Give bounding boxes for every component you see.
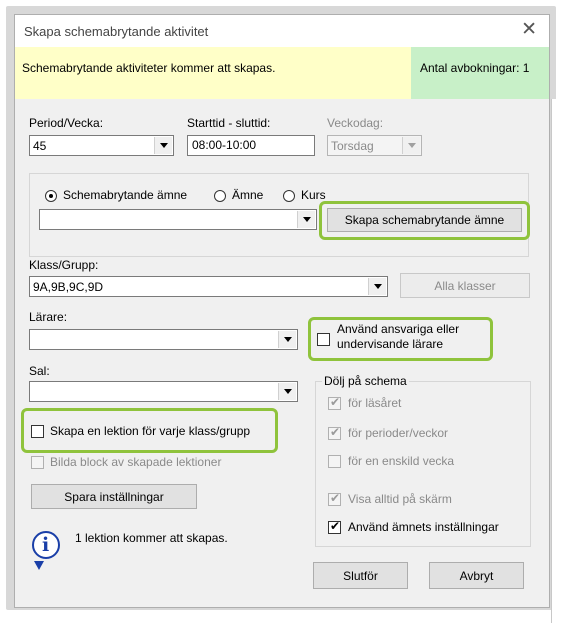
weekday-select — [327, 135, 422, 156]
checkmark-icon: ✔ — [330, 491, 341, 505]
close-icon[interactable]: ✕ — [521, 19, 537, 40]
dialog-window — [14, 14, 550, 608]
hide-periods-checkbox — [328, 427, 341, 440]
class-select[interactable] — [29, 276, 388, 297]
dialog-title: Skapa schemabrytande aktivitet — [24, 24, 209, 39]
chevron-down-icon[interactable] — [154, 137, 172, 154]
class-value: 9A,9B,9C,9D — [33, 280, 104, 294]
cancel-button[interactable]: Avbryt — [429, 562, 524, 589]
show-screen-checkbox — [328, 493, 341, 506]
checkmark-icon: ✔ — [330, 395, 341, 409]
all-classes-button: Alla klasser — [400, 273, 530, 298]
subject-settings-label[interactable]: Använd ämnets inställningar — [348, 520, 499, 534]
per-class-label[interactable]: Skapa en lektion för varje klass/grupp — [50, 424, 251, 438]
save-settings-button[interactable]: Spara inställningar — [31, 484, 197, 509]
radio-amne[interactable] — [214, 190, 226, 202]
teacher-label: Lärare: — [29, 310, 68, 324]
hide-year-checkbox — [328, 397, 341, 410]
checkmark-icon: ✔ — [330, 519, 341, 533]
chevron-down-icon — [402, 137, 420, 154]
subject-select[interactable] — [39, 209, 317, 230]
responsible-teacher-label[interactable]: Använd ansvariga eller undervisande lärare — [337, 322, 460, 351]
checkmark-icon: ✔ — [330, 425, 341, 439]
period-select[interactable] — [29, 135, 174, 156]
cancellations-count: Antal avbokningar: 1 — [420, 61, 530, 75]
time-input[interactable]: 08:00-10:00 — [187, 135, 315, 156]
info-icon-tail — [34, 561, 44, 570]
teacher-select[interactable] — [29, 329, 298, 350]
time-label: Starttid - sluttid: — [187, 116, 271, 130]
room-label: Sal: — [29, 364, 50, 378]
weekday-label: Veckodag: — [327, 116, 384, 130]
hide-week-label: för en enskild vecka — [348, 454, 455, 468]
hide-year-label: för läsåret — [348, 396, 402, 410]
radio-label-schemabrytande[interactable]: Schemabrytande ämne — [63, 188, 188, 202]
create-subject-button[interactable]: Skapa schemabrytande ämne — [327, 208, 522, 232]
radio-schemabrytande[interactable] — [45, 190, 57, 202]
block-label: Bilda block av skapade lektioner — [50, 455, 222, 469]
period-label: Period/Vecka: — [29, 116, 104, 130]
responsible-teacher-checkbox[interactable] — [317, 333, 330, 346]
radio-label-kurs[interactable]: Kurs — [301, 188, 326, 202]
title-bar — [15, 15, 549, 47]
background-window-edge — [551, 99, 565, 623]
weekday-value: Torsdag — [331, 139, 374, 153]
radio-kurs[interactable] — [283, 190, 295, 202]
block-checkbox — [31, 456, 44, 469]
period-value: 45 — [33, 139, 47, 153]
subject-settings-checkbox[interactable] — [328, 521, 341, 534]
status-message: 1 lektion kommer att skapas. — [75, 531, 228, 545]
hide-group-title: Dölj på schema — [324, 374, 407, 388]
chevron-down-icon[interactable] — [278, 383, 296, 400]
finish-button[interactable]: Slutför — [313, 562, 408, 589]
hide-week-checkbox — [328, 455, 341, 468]
chevron-down-icon[interactable] — [368, 278, 386, 295]
hide-periods-label: för perioder/veckor — [348, 426, 449, 440]
chevron-down-icon[interactable] — [278, 331, 296, 348]
radio-label-amne[interactable]: Ämne — [232, 188, 264, 202]
room-select[interactable] — [29, 381, 298, 402]
info-icon: i — [32, 531, 60, 559]
chevron-down-icon[interactable] — [297, 211, 315, 228]
class-label: Klass/Grupp: — [29, 258, 99, 272]
info-message: Schemabrytande aktiviteter kommer att skapas. — [22, 61, 276, 75]
per-class-checkbox[interactable] — [31, 425, 44, 438]
show-screen-label: Visa alltid på skärm — [348, 492, 452, 506]
